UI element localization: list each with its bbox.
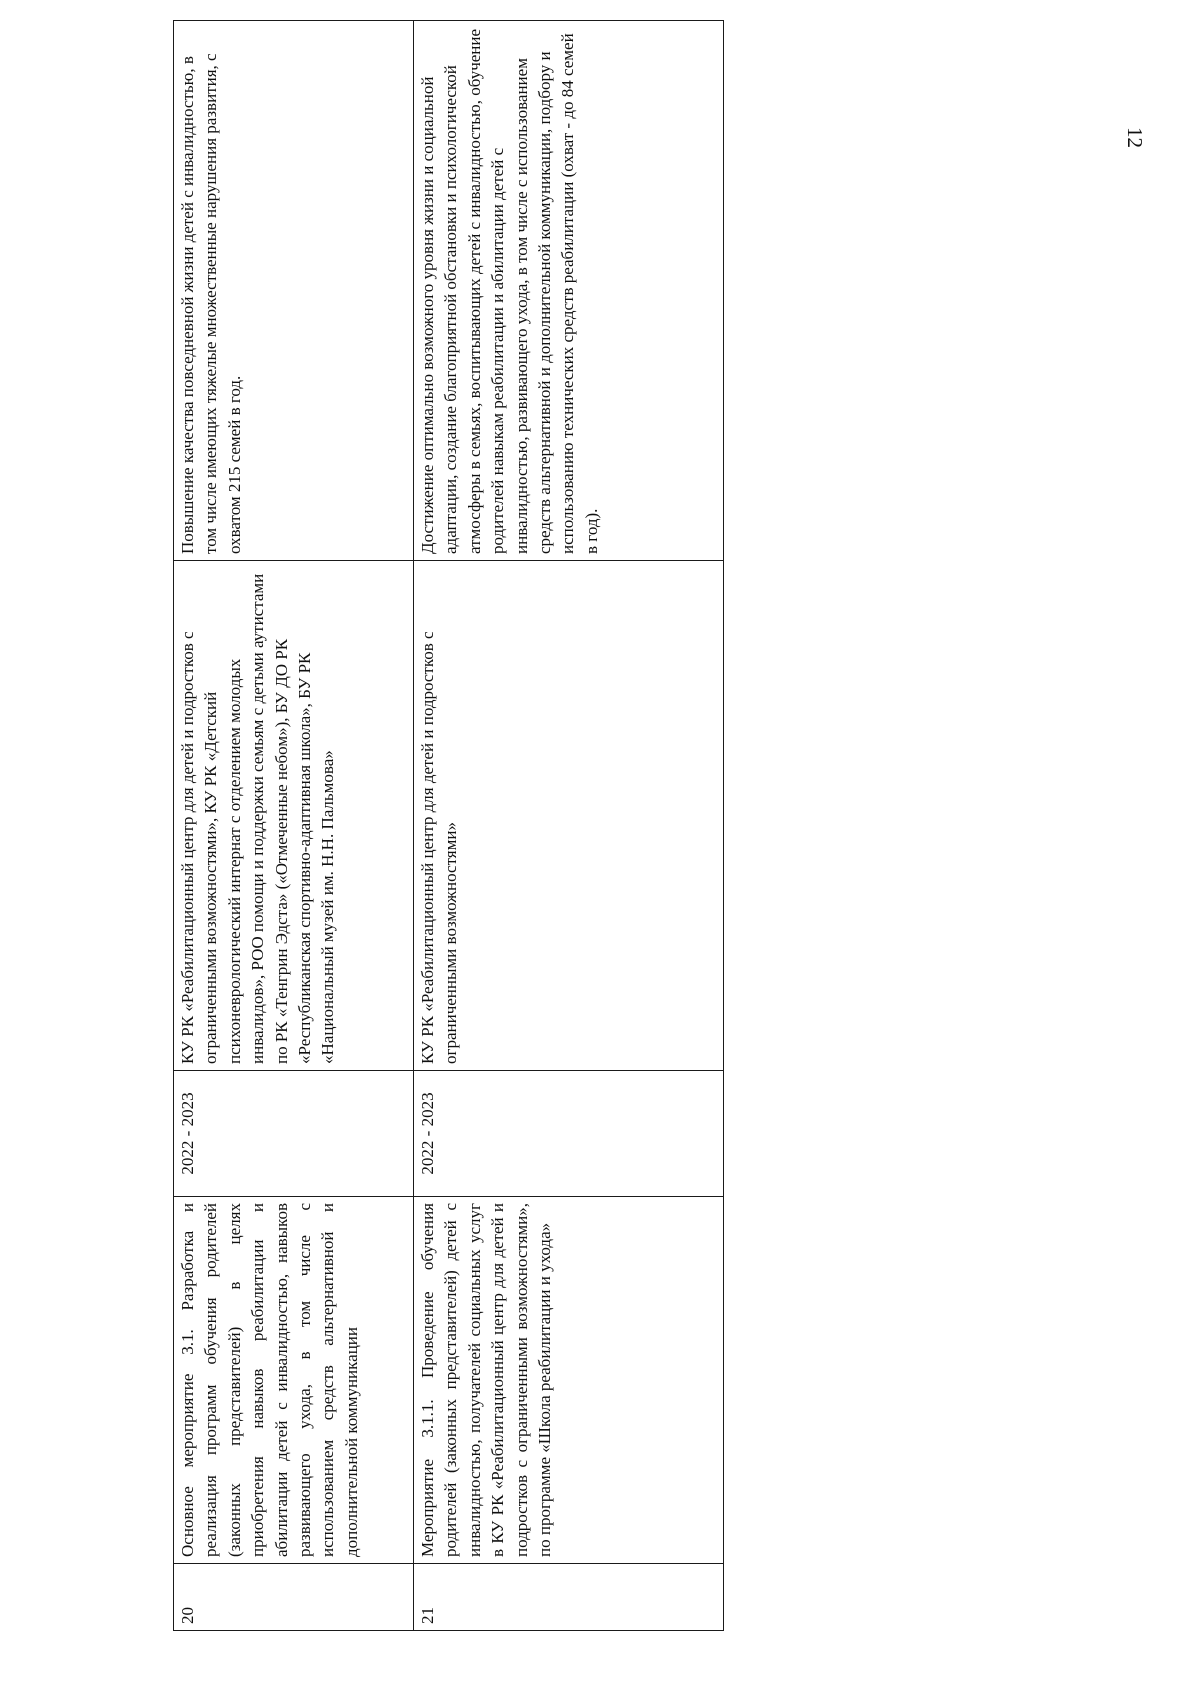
result-cell: Повышение качества повседневной жизни детей с инвалидностью, в том числе имеющих тяжелые множественные нарушения развития, с охватом 215 семей в год. (174, 21, 414, 561)
years-cell: 2022 - 2023 (174, 1071, 414, 1197)
row-number-cell: 21 (414, 1564, 724, 1631)
page-number: 12 (1123, 127, 1147, 148)
event-cell: Основное мероприятие 3.1. Разработка и реализация программ обучения родителей (законных представителей) в целях приобретения навыков реабилитации и абилитации детей с инвалидностью, навыков развивающего ухода, в том числе с использованием средств альтернативной и дополнительной коммуникации (174, 1197, 414, 1564)
row-number-cell: 20 (174, 1564, 414, 1631)
event-cell: Мероприятие 3.1.1. Проведение обучения родителей (законных представителей) детей с инвалидностью, получателей социальных услуг в КУ РК «Реабилитационный центр для детей и подростков с ограниченными возможностями», по программе «Школа реабилитации и ухода» (414, 1197, 724, 1564)
events-table-rotated (173, 21, 723, 1631)
events-table (173, 20, 724, 1631)
table-row (414, 21, 724, 1631)
organizations-cell: КУ РК «Реабилитационный центр для детей и подростков с ограниченными возможностями» (414, 561, 724, 1071)
organizations-cell: КУ РК «Реабилитационный центр для детей и подростков с ограниченными возможностями», КУ РК «Детский психоневрологический интернат с отделением молодых инвалидов», РОО помощи и поддержки семьям с детьми аутистами по РК «Тенгрин Эдста» («Отмеченные небом»), БУ ДО РК «Республиканская спортивно-адаптивная школа», БУ РК «Национальный музей им. Н.Н. Пальмова» (174, 561, 414, 1071)
table-row (174, 21, 414, 1631)
years-cell: 2022 - 2023 (414, 1071, 724, 1197)
result-cell: Достижение оптимально возможного уровня жизни и социальной адаптации, создание благоприятной обстановки и психологической атмосферы в семьях, воспитывающих детей с инвалидностью, обучение родителей навыкам реабилитации и абилитации детей с инвалидностью, развивающего ухода, в том числе с использованием средств альтернативной и дополнительной коммуникации, подбору и использованию технических средств реабилитации (охват - до 84 семей в год). (414, 21, 724, 561)
